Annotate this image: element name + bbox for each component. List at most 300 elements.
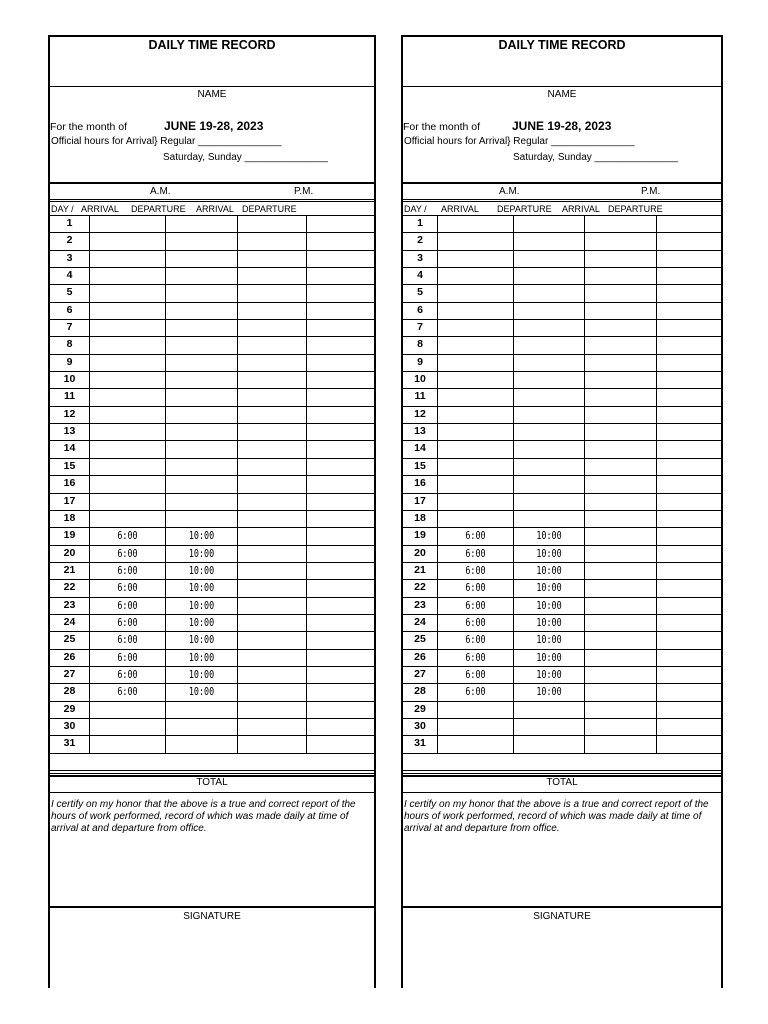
- day-number: 30: [414, 719, 426, 732]
- table-row: [403, 528, 721, 545]
- table-row: [403, 598, 721, 615]
- table-row: [403, 355, 721, 372]
- records-table: [403, 216, 721, 771]
- pm-departure-cell: [656, 285, 721, 301]
- pm-arrival-cell: [584, 511, 656, 527]
- table-row: [403, 303, 721, 320]
- day-number: 12: [414, 407, 426, 420]
- month-value: JUNE 19-28, 2023: [164, 119, 264, 133]
- day-number: 16: [414, 477, 426, 490]
- am-departure-cell: [165, 285, 237, 301]
- time-value: 6:00: [117, 616, 138, 629]
- time-value: 10:00: [188, 547, 215, 560]
- table-row: [50, 650, 374, 667]
- table-row: [403, 459, 721, 476]
- pm-arrival-cell: [584, 736, 656, 752]
- day-number: 8: [417, 338, 423, 351]
- time-value: 6:00: [117, 530, 138, 543]
- pm-arrival-cell: [237, 407, 306, 423]
- am-arrival-cell: [89, 424, 165, 440]
- table-row: [403, 650, 721, 667]
- day-number: 5: [66, 286, 73, 299]
- pm-arrival-cell: [584, 285, 656, 301]
- pm-departure-cell: [656, 598, 721, 614]
- am-arrival-cell: [437, 441, 513, 457]
- am-arrival-cell: [437, 580, 513, 596]
- am-departure-cell: [513, 546, 584, 562]
- am-departure-cell: [165, 632, 237, 648]
- am-arrival-cell: [89, 546, 165, 562]
- time-value: 6:00: [465, 634, 486, 647]
- am-arrival-cell: [437, 476, 513, 492]
- am-arrival-cell: [89, 494, 165, 510]
- col-am-arrival-header: ARRIVAL: [441, 204, 479, 214]
- day-number: 4: [66, 269, 73, 282]
- am-arrival-cell: [437, 355, 513, 371]
- pm-arrival-cell: [584, 719, 656, 735]
- day-number: 18: [63, 511, 76, 524]
- day-number: 9: [66, 355, 73, 368]
- pm-arrival-cell: [584, 459, 656, 475]
- time-value: 10:00: [188, 686, 215, 699]
- am-departure-cell: [165, 459, 237, 475]
- blank-row: [403, 754, 721, 771]
- am-departure-cell: [513, 320, 584, 336]
- time-value: 6:00: [465, 582, 486, 595]
- pm-departure-cell: [656, 251, 721, 267]
- pm-arrival-cell: [237, 337, 306, 353]
- form-title: DAILY TIME RECORD: [498, 38, 626, 52]
- day-number: 11: [63, 390, 76, 403]
- pm-departure-cell: [656, 684, 721, 700]
- month-label: For the month of: [403, 121, 481, 133]
- am-departure-cell: [513, 563, 584, 579]
- pm-arrival-cell: [237, 285, 306, 301]
- pm-departure-cell: [306, 355, 374, 371]
- day-number: 18: [414, 511, 426, 524]
- table-row: [403, 372, 721, 389]
- am-arrival-cell: [437, 389, 513, 405]
- am-departure-cell: [513, 424, 584, 440]
- pm-arrival-cell: [584, 372, 656, 388]
- time-value: 6:00: [465, 564, 486, 577]
- pm-arrival-cell: [584, 407, 656, 423]
- col-am-arrival-header: ARRIVAL: [81, 204, 119, 214]
- pm-departure-cell: [306, 632, 374, 648]
- pm-label: P.M.: [641, 186, 661, 197]
- day-number: 1: [66, 217, 73, 229]
- table-row: [403, 285, 721, 302]
- pm-departure-cell: [306, 303, 374, 319]
- day-number: 4: [417, 269, 423, 282]
- am-departure-cell: [513, 216, 584, 232]
- weekend-hours-label: Saturday, Sunday _______________: [163, 152, 328, 163]
- time-value: 6:00: [117, 686, 138, 699]
- am-arrival-cell: [89, 389, 165, 405]
- day-number: 19: [63, 529, 76, 542]
- time-value: 10:00: [536, 651, 562, 664]
- table-row: [403, 389, 721, 406]
- am-departure-cell: [513, 407, 584, 423]
- pm-arrival-cell: [584, 337, 656, 353]
- pm-arrival-cell: [584, 494, 656, 510]
- day-number: 7: [66, 321, 73, 334]
- am-arrival-cell: [89, 320, 165, 336]
- am-arrival-cell: [89, 476, 165, 492]
- pm-departure-cell: [656, 702, 721, 718]
- table-row: [50, 320, 374, 337]
- table-row: [50, 719, 374, 736]
- pm-arrival-cell: [237, 476, 306, 492]
- day-number: 30: [63, 719, 76, 732]
- pm-departure-cell: [306, 285, 374, 301]
- am-arrival-cell: [437, 667, 513, 683]
- pm-arrival-cell: [584, 233, 656, 249]
- pm-departure-cell: [656, 441, 721, 457]
- pm-departure-cell: [306, 337, 374, 353]
- day-number: 26: [414, 650, 426, 663]
- table-row: [50, 528, 374, 545]
- am-arrival-cell: [437, 528, 513, 544]
- month-value: JUNE 19-28, 2023: [512, 119, 612, 133]
- am-departure-cell: [513, 632, 584, 648]
- day-number: 6: [417, 303, 423, 316]
- am-arrival-cell: [437, 702, 513, 718]
- pm-arrival-cell: [237, 667, 306, 683]
- name-label: NAME: [547, 89, 577, 100]
- time-value: 6:00: [117, 668, 138, 681]
- pm-departure-cell: [306, 563, 374, 579]
- pm-arrival-cell: [584, 424, 656, 440]
- am-departure-cell: [165, 389, 237, 405]
- am-arrival-cell: [89, 563, 165, 579]
- am-departure-cell: [513, 355, 584, 371]
- day-number: 1: [417, 217, 423, 229]
- time-value: 10:00: [188, 582, 215, 595]
- pm-arrival-cell: [237, 546, 306, 562]
- am-arrival-cell: [89, 615, 165, 631]
- pm-arrival-cell: [584, 303, 656, 319]
- am-label: A.M.: [150, 186, 171, 197]
- am-arrival-cell: [437, 303, 513, 319]
- am-departure-cell: [165, 303, 237, 319]
- day-number: 2: [66, 234, 73, 247]
- day-number: 9: [417, 355, 423, 368]
- pm-arrival-cell: [237, 320, 306, 336]
- day-number: 10: [63, 373, 76, 386]
- am-departure-cell: [165, 702, 237, 718]
- pm-departure-cell: [306, 546, 374, 562]
- day-number: 31: [414, 737, 426, 750]
- am-arrival-cell: [89, 285, 165, 301]
- pm-departure-cell: [656, 580, 721, 596]
- table-row: [50, 598, 374, 615]
- am-arrival-cell: [89, 441, 165, 457]
- table-row: [403, 476, 721, 493]
- dtr-card-left: [48, 35, 376, 988]
- divider: [403, 199, 721, 200]
- table-row: [403, 407, 721, 424]
- am-arrival-cell: [89, 719, 165, 735]
- pm-departure-cell: [306, 389, 374, 405]
- time-value: 10:00: [536, 564, 562, 577]
- pm-arrival-cell: [237, 598, 306, 614]
- day-number: 21: [414, 563, 426, 576]
- am-departure-cell: [513, 702, 584, 718]
- pm-departure-cell: [656, 546, 721, 562]
- day-number: 13: [63, 425, 76, 438]
- table-row: [403, 251, 721, 268]
- pm-arrival-cell: [237, 528, 306, 544]
- table-row: [50, 285, 374, 302]
- time-value: 6:00: [465, 668, 486, 681]
- time-value: 6:00: [465, 599, 486, 612]
- table-row: [50, 580, 374, 597]
- table-row: [50, 424, 374, 441]
- table-row: [403, 684, 721, 701]
- divider: [50, 199, 374, 200]
- pm-departure-cell: [656, 233, 721, 249]
- day-number: 14: [414, 442, 426, 455]
- pm-arrival-cell: [584, 320, 656, 336]
- pm-arrival-cell: [237, 355, 306, 371]
- pm-arrival-cell: [237, 684, 306, 700]
- pm-departure-cell: [656, 303, 721, 319]
- day-number: 28: [414, 685, 426, 698]
- pm-arrival-cell: [584, 598, 656, 614]
- day-number: 11: [414, 390, 426, 403]
- day-number: 26: [63, 650, 76, 663]
- am-arrival-cell: [437, 407, 513, 423]
- day-number: 2: [417, 234, 423, 247]
- signature-label: SIGNATURE: [533, 911, 591, 922]
- table-row: [50, 632, 374, 649]
- official-hours-label: Official hours for Arrival} Regular _______________: [404, 136, 635, 147]
- pm-arrival-cell: [584, 476, 656, 492]
- table-row: [403, 424, 721, 441]
- time-value: 10:00: [188, 616, 215, 629]
- am-arrival-cell: [89, 372, 165, 388]
- table-row: [50, 355, 374, 372]
- day-number: 17: [63, 494, 76, 507]
- am-arrival-cell: [437, 285, 513, 301]
- am-departure-cell: [165, 233, 237, 249]
- am-departure-cell: [165, 650, 237, 666]
- am-arrival-cell: [437, 615, 513, 631]
- pm-arrival-cell: [237, 580, 306, 596]
- table-row: [50, 251, 374, 268]
- am-arrival-cell: [437, 684, 513, 700]
- am-arrival-cell: [437, 719, 513, 735]
- day-number: 3: [417, 251, 423, 264]
- am-arrival-cell: [437, 233, 513, 249]
- am-departure-cell: [513, 441, 584, 457]
- day-number: 10: [414, 373, 426, 386]
- pm-arrival-cell: [237, 216, 306, 232]
- pm-departure-cell: [656, 355, 721, 371]
- table-row: [50, 494, 374, 511]
- table-row: [50, 615, 374, 632]
- am-departure-cell: [513, 251, 584, 267]
- col-pm-arrival-header: ARRIVAL: [562, 204, 600, 214]
- col-am-departure-header: DEPARTURE: [497, 204, 552, 214]
- am-departure-cell: [165, 372, 237, 388]
- day-number: 28: [63, 685, 76, 698]
- am-arrival-cell: [89, 667, 165, 683]
- time-value: 6:00: [465, 651, 486, 664]
- day-number: 15: [414, 459, 426, 472]
- am-departure-cell: [513, 528, 584, 544]
- pm-arrival-cell: [237, 494, 306, 510]
- pm-departure-cell: [656, 563, 721, 579]
- blank-row: [50, 754, 374, 771]
- time-value: 6:00: [117, 651, 138, 664]
- table-row: [403, 546, 721, 563]
- day-number: 31: [63, 737, 76, 750]
- am-arrival-cell: [89, 511, 165, 527]
- am-departure-cell: [165, 684, 237, 700]
- table-row: [50, 441, 374, 458]
- dtr-card-right: [401, 35, 723, 988]
- day-number: 27: [414, 667, 426, 680]
- day-number: 20: [414, 546, 426, 559]
- day-number: 25: [63, 633, 76, 646]
- table-row: [50, 372, 374, 389]
- am-departure-cell: [165, 736, 237, 752]
- am-arrival-cell: [89, 216, 165, 232]
- table-row: [403, 233, 721, 250]
- am-departure-cell: [513, 337, 584, 353]
- pm-departure-cell: [306, 476, 374, 492]
- am-departure-cell: [513, 372, 584, 388]
- am-arrival-cell: [89, 303, 165, 319]
- pm-arrival-cell: [584, 216, 656, 232]
- table-row: [403, 580, 721, 597]
- weekend-hours-label: Saturday, Sunday _______________: [513, 152, 678, 163]
- pm-departure-cell: [656, 719, 721, 735]
- table-row: [50, 702, 374, 719]
- table-row: [50, 667, 374, 684]
- pm-arrival-cell: [237, 424, 306, 440]
- am-arrival-cell: [437, 459, 513, 475]
- am-departure-cell: [165, 528, 237, 544]
- am-departure-cell: [513, 667, 584, 683]
- pm-arrival-cell: [237, 719, 306, 735]
- am-arrival-cell: [89, 580, 165, 596]
- am-departure-cell: [165, 615, 237, 631]
- divider: [403, 792, 721, 793]
- form-title: DAILY TIME RECORD: [148, 38, 276, 52]
- am-arrival-cell: [437, 337, 513, 353]
- am-departure-cell: [513, 615, 584, 631]
- am-departure-cell: [165, 268, 237, 284]
- pm-arrival-cell: [237, 650, 306, 666]
- table-row: [403, 702, 721, 719]
- table-row: [403, 667, 721, 684]
- table-row: [50, 233, 374, 250]
- pm-departure-cell: [656, 459, 721, 475]
- am-arrival-cell: [89, 702, 165, 718]
- am-arrival-cell: [89, 684, 165, 700]
- pm-departure-cell: [306, 528, 374, 544]
- divider: [50, 201, 374, 202]
- pm-arrival-cell: [237, 389, 306, 405]
- day-number: 20: [63, 546, 76, 559]
- am-departure-cell: [165, 407, 237, 423]
- pm-departure-cell: [656, 632, 721, 648]
- am-arrival-cell: [89, 528, 165, 544]
- day-number: 23: [63, 598, 76, 611]
- col-pm-departure-header: DEPARTURE: [242, 204, 297, 214]
- divider: [403, 182, 721, 184]
- table-row: [403, 216, 721, 233]
- am-departure-cell: [513, 650, 584, 666]
- pm-departure-cell: [656, 216, 721, 232]
- time-value: 10:00: [536, 530, 562, 543]
- pm-arrival-cell: [584, 546, 656, 562]
- am-departure-cell: [165, 441, 237, 457]
- table-row: [50, 476, 374, 493]
- pm-arrival-cell: [237, 702, 306, 718]
- pm-arrival-cell: [584, 251, 656, 267]
- pm-arrival-cell: [584, 632, 656, 648]
- pm-departure-cell: [306, 736, 374, 752]
- am-arrival-cell: [437, 494, 513, 510]
- am-departure-cell: [513, 268, 584, 284]
- table-row: [50, 684, 374, 701]
- pm-departure-cell: [656, 320, 721, 336]
- table-row: [403, 615, 721, 632]
- table-row: [50, 511, 374, 528]
- pm-departure-cell: [306, 424, 374, 440]
- pm-arrival-cell: [237, 441, 306, 457]
- day-number: 8: [66, 338, 73, 351]
- time-value: 10:00: [188, 599, 215, 612]
- day-number: 23: [414, 598, 426, 611]
- col-day-header: DAY /: [404, 204, 427, 214]
- day-number: 24: [63, 615, 76, 628]
- am-departure-cell: [513, 285, 584, 301]
- table-row: [50, 459, 374, 476]
- day-number: 14: [63, 442, 76, 455]
- am-arrival-cell: [89, 251, 165, 267]
- time-value: 10:00: [188, 651, 215, 664]
- pm-departure-cell: [656, 476, 721, 492]
- day-number: 16: [63, 477, 76, 490]
- time-value: 10:00: [536, 547, 562, 560]
- day-number: 29: [63, 702, 76, 715]
- time-value: 10:00: [536, 668, 562, 681]
- pm-departure-cell: [656, 736, 721, 752]
- am-arrival-cell: [437, 424, 513, 440]
- am-departure-cell: [513, 684, 584, 700]
- day-number: 12: [63, 407, 76, 420]
- pm-departure-cell: [306, 719, 374, 735]
- pm-departure-cell: [306, 511, 374, 527]
- pm-label: P.M.: [294, 186, 314, 197]
- day-number: 13: [414, 425, 426, 438]
- pm-departure-cell: [306, 441, 374, 457]
- pm-arrival-cell: [237, 736, 306, 752]
- day-number: 22: [414, 581, 426, 594]
- pm-arrival-cell: [237, 563, 306, 579]
- divider: [403, 906, 721, 908]
- time-value: 10:00: [536, 582, 562, 595]
- am-arrival-cell: [89, 407, 165, 423]
- pm-arrival-cell: [237, 632, 306, 648]
- table-row: [50, 546, 374, 563]
- table-row: [50, 407, 374, 424]
